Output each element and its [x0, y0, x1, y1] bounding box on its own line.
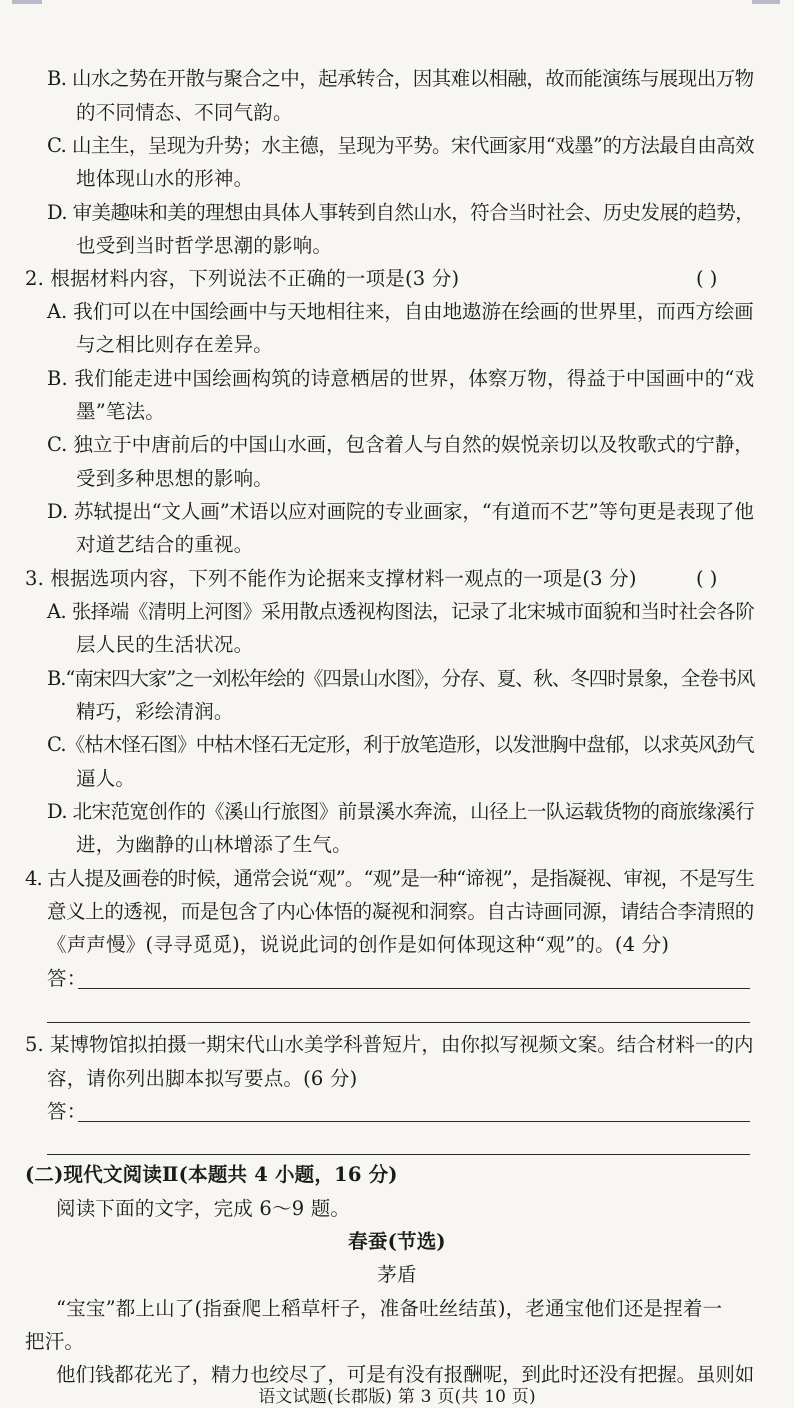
q1-option-b-line1: B. 山水之势在开散与聚合之中，起承转合，因其难以相融，故而能演练与展现出万物: [47, 67, 754, 90]
q2-option-b-line2: 墨”笔法。: [76, 400, 165, 423]
passage-paragraph2-line1: 他们钱都花光了，精力也绞尽了，可是有没有报酬呢，到此时还没有把握。虽则如: [56, 1363, 755, 1386]
q1-option-d-line1: D. 审美趣味和美的理想由具体人事转到自然山水，符合当时社会、历史发展的趋势，: [47, 201, 755, 224]
q3-option-d-line2: 进，为幽静的山林增添了生气。: [76, 833, 352, 856]
passage-paragraph1-line2: 把汗。: [25, 1330, 85, 1353]
q4-stem-line3: 《声声慢》(寻寻觅觅)，说说此词的创作是如何体现这种“观”的。(4 分): [47, 933, 670, 956]
section-heading: (二)现代文阅读Ⅱ(本题共 4 小题，16 分): [25, 1163, 398, 1186]
q2-option-a-line2: 与之相比则存在差异。: [76, 333, 274, 356]
q5-stem-line1: 5. 某博物馆拟拍摄一期宋代山水美学科普短片，由你拟写视频文案。结合材料一的内: [25, 1033, 754, 1056]
q5-answer-line[interactable]: [78, 1121, 750, 1122]
q2-option-a-line1: A. 我们可以在中国绘画中与天地相往来，自由地遨游在绘画的世界里，而西方绘画: [47, 300, 754, 323]
passage-paragraph1-line1: “宝宝”都上山了(指蚕爬上稻草杆子，准备吐丝结茧)，老通宝他们还是捏着一: [56, 1297, 723, 1320]
q4-answer-label: 答：: [47, 967, 87, 990]
passage-author: 茅盾: [377, 1263, 417, 1286]
q2-option-d-line1: D. 苏轼提出“文人画”术语以应对画院的专业画家，“有道而不艺”等句更是表现了他: [47, 500, 754, 523]
q4-stem-line1: 4. 古人提及画卷的时候，通常会说“观”。“观”是一种“谛视”，是指凝视、审视，不是写生: [25, 867, 754, 890]
q5-answer-label: 答：: [47, 1100, 87, 1123]
q1-option-c-line2: 地体现山水的形神。: [76, 167, 254, 190]
page-footer: 语文试题(长郡版) 第 3 页(共 10 页): [258, 1387, 536, 1407]
q3-stem: 3. 根据选项内容，下列不能作为论据来支撑材料一观点的一项是(3 分): [25, 567, 637, 590]
q5-answer-line[interactable]: [47, 1154, 750, 1155]
q1-option-d-line2: 也受到当时哲学思潮的影响。: [76, 234, 333, 257]
q2-option-c-line2: 受到多种思想的影响。: [76, 467, 274, 490]
q2-stem: 2. 根据材料内容，下列说法不正确的一项是(3 分): [25, 267, 460, 290]
q3-option-c-line1: C.《枯木怪石图》中枯木怪石无定形，利于放笔造形，以发泄胸中盘郁，以求英风劲气: [47, 733, 754, 756]
q2-option-b-line1: B. 我们能走进中国绘画构筑的诗意栖居的世界，体察万物，得益于中国画中的“戏: [47, 367, 755, 390]
passage-title: 春蚕(节选): [348, 1230, 446, 1253]
q1-option-c-line1: C. 山主生，呈现为升势；水主德，呈现为平势。宋代画家用“戏墨”的方法最自由高效: [47, 134, 755, 157]
q4-answer-line[interactable]: [78, 988, 750, 989]
section-instruction: 阅读下面的文字，完成 6～9 题。: [56, 1197, 351, 1220]
q3-option-b-line1: B.“南宋四大家”之一刘松年绘的《四景山水图》，分存、夏、秋、冬四时景象，全卷书风: [47, 667, 755, 690]
q2-option-d-line2: 对道艺结合的重视。: [76, 533, 254, 556]
q1-option-b-line2: 的不同情态、不同气韵。: [76, 101, 293, 124]
q3-option-d-line1: D. 北宋范宽创作的《溪山行旅图》前景溪水奔流，山径上一队运载货物的商旅缘溪行: [47, 800, 755, 823]
q5-stem-line2: 容，请你列出脚本拟写要点。(6 分): [47, 1067, 358, 1090]
q3-answer-parens: ( ): [696, 567, 718, 590]
q2-option-c-line1: C. 独立于中唐前后的中国山水画，包含着人与自然的娱悦亲切以及牧歌式的宁静，: [47, 433, 754, 456]
scan-edge-mark: [752, 0, 780, 4]
q4-stem-line2: 意义上的透视，而是包含了内心体悟的凝视和洞察。自古诗画同源，请结合李清照的: [47, 900, 754, 923]
q3-option-a-line1: A. 张择端《清明上河图》采用散点透视构图法，记录了北宋城市面貌和当时社会各阶: [47, 600, 755, 623]
q3-option-c-line2: 逼人。: [76, 767, 136, 790]
q2-answer-parens: ( ): [696, 267, 718, 290]
q4-answer-line[interactable]: [47, 1022, 750, 1023]
scan-edge-mark: [12, 0, 42, 4]
q3-option-b-line2: 精巧，彩绘清润。: [76, 700, 234, 723]
q3-option-a-line2: 层人民的生活状况。: [76, 633, 254, 656]
